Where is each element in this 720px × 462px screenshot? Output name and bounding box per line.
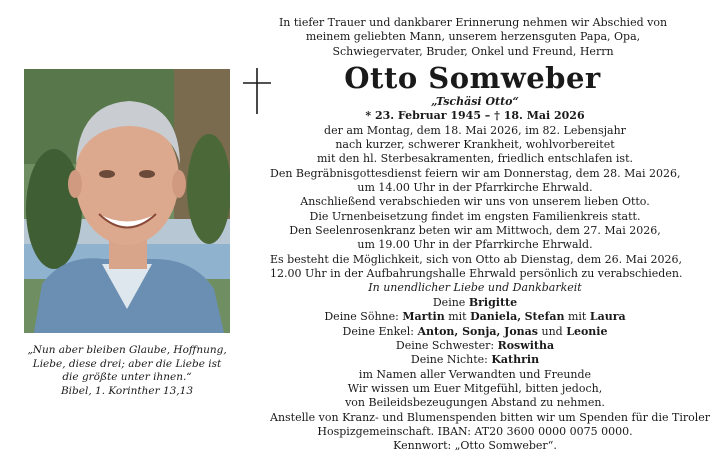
- closing-line: In unendlicher Liebe und Dankbarkeit: [368, 281, 582, 295]
- death-line: mit den hl. Sterbesakramenten, friedlich entschlafen ist.: [317, 152, 633, 166]
- announcement-body: [270, 95, 711, 454]
- header-line: In tiefer Trauer und dankbarer Erinnerung nehmen wir Abschied von: [278, 16, 668, 29]
- life-dates: * 23. Februar 1945 – † 18. Mai 2026: [365, 109, 585, 123]
- service-line: Den Begräbnisgottesdienst feiern wir am Donnerstag, dem 28. Mai 2026,: [270, 166, 681, 180]
- header-line: Schwiegervater, Bruder, Onkel und Freund, Herrn: [332, 44, 614, 58]
- viewing-line: Es besteht die Möglichkeit, sich von Otto ab Dienstag, dem 26. Mai 2026,: [270, 252, 682, 266]
- name: Leonie: [566, 324, 608, 338]
- name: Anton, Sonja, Jonas: [417, 324, 538, 338]
- cross-icon: [241, 68, 273, 114]
- rosary-line: Den Seelenrosenkranz beten wir am Mittwoch, dem 27. Mai 2026,: [289, 224, 661, 238]
- quote-line: die größte unter ihnen.“: [62, 371, 192, 383]
- label: Deine: [432, 295, 466, 309]
- name: Laura: [589, 310, 626, 324]
- label: Deine Nichte:: [410, 353, 488, 367]
- portrait-photo: [24, 69, 230, 333]
- rosary-line: um 19.00 Uhr in der Pfarrkirche Ehrwald.: [357, 238, 593, 252]
- family-sister: [270, 339, 680, 353]
- header-text: [268, 16, 678, 59]
- family-grandchildren: [270, 325, 680, 339]
- quote-line: Liebe, diese drei; aber die Liebe ist: [32, 357, 222, 370]
- deceased-name: Otto Somweber: [344, 61, 601, 95]
- death-line: der am Montag, dem 18. Mai 2026, im 82. Lebensjahr: [324, 123, 626, 137]
- name: Kathrin: [491, 353, 540, 367]
- name: Roswitha: [497, 338, 555, 352]
- label: Deine Enkel:: [342, 324, 414, 338]
- death-line: nach kurzer, schwerer Krankheit, wohlvorbereitet: [335, 138, 615, 152]
- service-line: Anschließend verabschieden wir uns von unserem lieben Otto.: [300, 195, 650, 209]
- family-wife: [270, 296, 680, 310]
- service-line: Die Urnenbeisetzung findet im engsten Familienkreis statt.: [309, 209, 641, 223]
- donation-line: Hospizgemeinschaft. IBAN: AT20 3600 0000 0075 0000.: [317, 424, 633, 438]
- connector: und: [541, 324, 563, 338]
- label: Deine Schwester:: [395, 338, 495, 352]
- name: Martin: [402, 310, 445, 324]
- quote-source: Bibel, 1. Korinther 13,13: [60, 384, 194, 397]
- name: Stefan: [524, 310, 565, 324]
- header-line: meinem geliebten Mann, unserem herzensguten Papa, Opa,: [305, 30, 641, 44]
- name: Daniela,: [470, 310, 522, 324]
- note-line: Wir wissen um Euer Mitgefühl, bitten jedoch,: [347, 381, 603, 395]
- family-others: im Namen aller Verwandten und Freunde: [358, 367, 592, 381]
- family-niece: [270, 353, 680, 367]
- family-sons: [270, 310, 680, 324]
- donation-line: Anstelle von Kranz- und Blumenspenden bitten wir um Spenden für die Tiroler: [270, 410, 711, 424]
- donation-line: Kennwort: „Otto Somweber“.: [393, 439, 557, 453]
- label: Deine Söhne:: [324, 310, 399, 324]
- service-line: um 14.00 Uhr in der Pfarrkirche Ehrwald.: [357, 181, 593, 195]
- connector: mit: [567, 310, 587, 324]
- bible-quote: [24, 344, 230, 398]
- nickname: „Tschäsi Otto“: [431, 95, 519, 108]
- quote-line: „Nun aber bleiben Glaube, Hoffnung,: [27, 344, 227, 356]
- name: Brigitte: [468, 295, 518, 309]
- connector: mit: [448, 310, 467, 324]
- viewing-line: 12.00 Uhr in der Aufbahrungshalle Ehrwald persönlich zu verabschieden.: [270, 267, 683, 281]
- note-line: von Beileidsbezeugungen Abstand zu nehmen.: [345, 396, 605, 410]
